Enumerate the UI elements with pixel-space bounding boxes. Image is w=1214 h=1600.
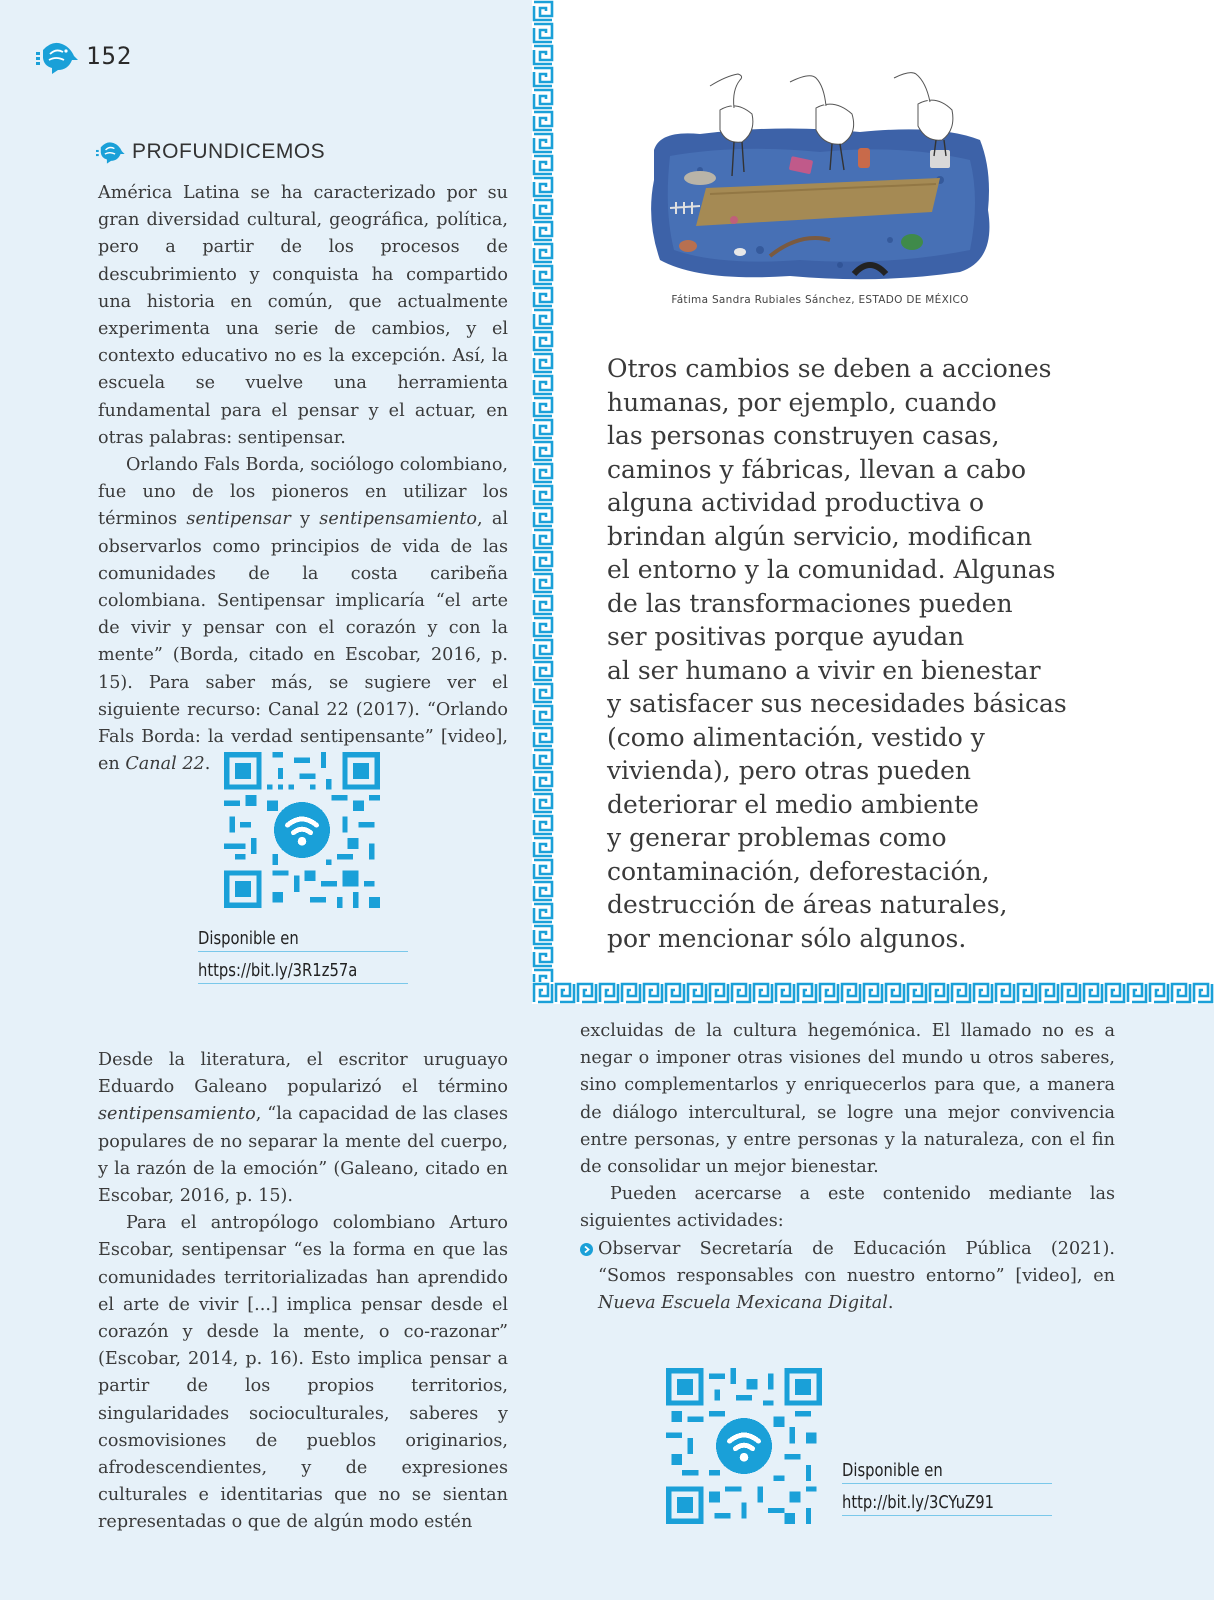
section-logo-icon bbox=[36, 40, 80, 74]
lower-right-text bbox=[580, 1018, 1115, 1317]
resource-link-1[interactable] bbox=[198, 928, 408, 992]
main-reading-text: Otros cambios se deben a acciones humanas, por ejemplo, cuando las personas construyen casas, caminos y fábricas, llevan a cabo alguna actividad productiva o brindan algún servicio, modifican el entorno y la comunidad. Algunas de las transformaciones pueden ser positivas porque ayudan al ser humano a vivir en bienestar y satisfacer sus necesidades básicas (como alimentación, vestido y vivienda), pero otras pueden deteriorar el medio ambiente y generar problemas como contaminación, deforestación, destrucción de áreas naturales, por mencionar sólo algunos. bbox=[607, 354, 1067, 953]
available-label: Disponible en bbox=[842, 1460, 943, 1481]
section-title: PROFUNDICEMOS bbox=[132, 140, 326, 163]
paragraph: América Latina se ha caracterizado por su gran diversidad cultural, geográfica, política, pero a partir de los procesos de descubrimiento y conquista ha compartido una historia en común, que actualmente experimenta una serie de cambios, y el contexto educativo no es la excepción. Así, la escuela se vuelve una herramienta fundamental para el pensar y el actuar, en otras palabras: sentipensar. bbox=[98, 183, 508, 448]
profundicemos-icon bbox=[96, 140, 126, 164]
egrets-polluted-water-illustration bbox=[640, 60, 1000, 292]
profundicemos-text bbox=[98, 180, 508, 778]
available-label: Disponible en bbox=[198, 928, 299, 949]
resource-url[interactable]: http://bit.ly/3CYuZ91 bbox=[842, 1492, 994, 1513]
paragraph: excluidas de la cultura hegemónica. El llamado no es a negar o imponer otras visiones del mundo u otros saberes, sino complementarlos y enriquecerlos para que, a manera de diálogo intercultural, se logre una mejor convivencia entre personas, y entre personas y la naturaleza, con el fin de consolidar un mejor bienestar. bbox=[580, 1021, 1115, 1178]
resource-link-2[interactable] bbox=[842, 1460, 1052, 1524]
qr-code[interactable] bbox=[224, 752, 380, 908]
resource-url[interactable]: https://bit.ly/3R1z57a bbox=[198, 960, 358, 981]
paragraph: Pueden acercarse a este contenido mediante las siguientes actividades: bbox=[580, 1184, 1115, 1232]
paragraph: Orlando Fals Borda, sociólogo colombiano, fue uno de los pioneros en utilizar los términos sentipensar y sentipensamiento, al observarlos como principios de vida de las comunidades de la costa caribeña colombiana. Sentipensar implicaría “el arte de vivir y pensar con el corazón y con la mente” (Borda, citado en Escobar, 2016, p. 15). Para saber más, se sugiere ver el siguiente recurso: Canal 22 (2017). “Orlando Fals Borda: la verdad sentipensante” [video], en Canal 22. bbox=[98, 455, 508, 775]
activity-list-item: Observar Secretaría de Educación Pública (2021). “Somos responsables con nuestro entorno” [video], en Nueva Escuela Mexicana Digital. bbox=[580, 1236, 1115, 1318]
qr-code[interactable] bbox=[666, 1368, 822, 1524]
lower-left-text bbox=[98, 1047, 508, 1537]
arrow-bullet-icon bbox=[580, 1243, 593, 1256]
paragraph: Para el antropólogo colombiano Arturo Escobar, sentipensar “es la forma en que las comunidades territorializadas han aprendido el arte de vivir [...] implica pensar desde el corazón y desde la mente, o co-razonar” (Escobar, 2014, p. 16). Esto implica pensar a partir de los propios territorios, singularidades socioculturales, saberes y cosmovisiones de pueblos originarios, afrodescendientes, y de expresiones culturales e identitarias que no se sientan representadas o que de algún modo estén bbox=[98, 1213, 508, 1533]
profundicemos-header bbox=[96, 140, 325, 164]
page-number: 152 bbox=[86, 42, 133, 70]
paragraph: Desde la literatura, el escritor uruguayo Eduardo Galeano popularizó el término sentipensamiento, “la capacidad de las clases populares de no separar la mente del cuerpo, y la razón de la emoción” (Galeano, citado en Escobar, 2016, p. 15). bbox=[98, 1050, 508, 1207]
greek-key-border-vertical bbox=[532, 0, 554, 1002]
illustration-caption: Fátima Sandra Rubiales Sánchez, ESTADO DE MÉXICO bbox=[671, 294, 969, 306]
greek-key-border-horizontal bbox=[532, 982, 1214, 1004]
